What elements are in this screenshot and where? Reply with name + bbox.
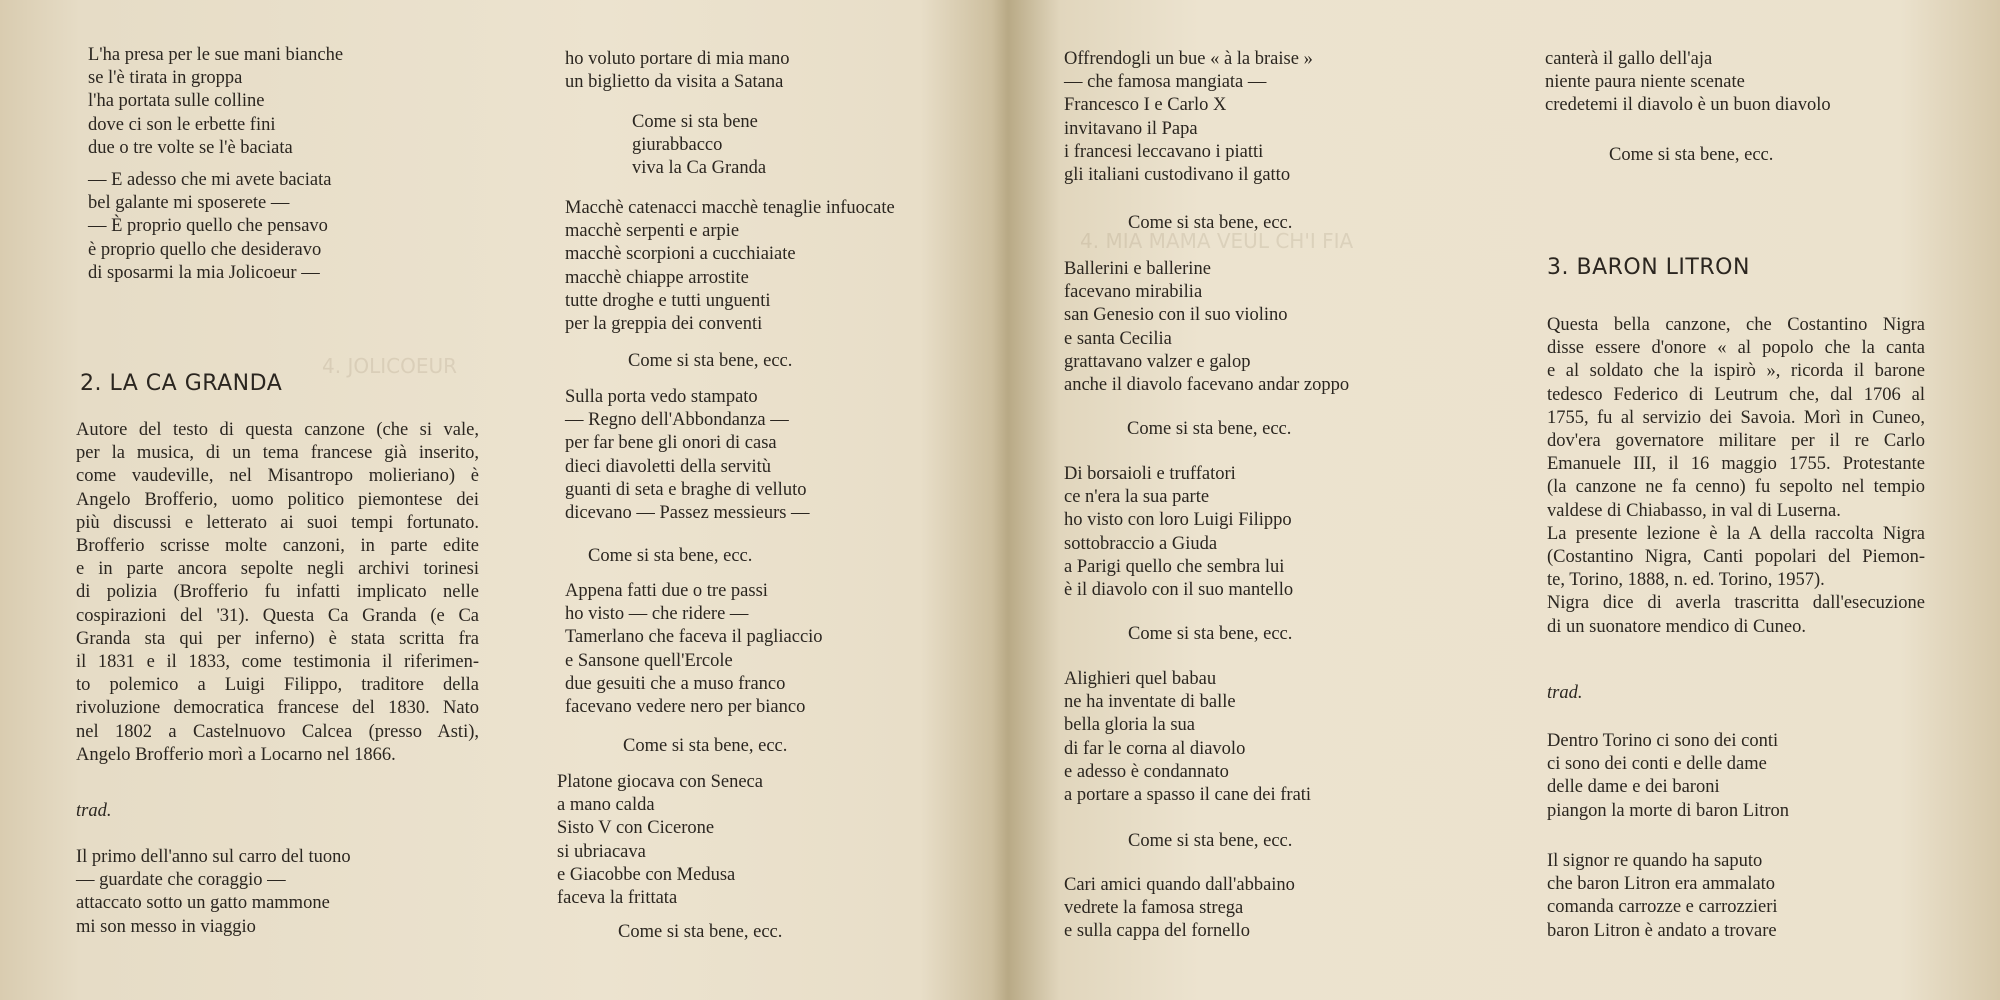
prose-line: te, Torino, 1888, n. ed. Torino, 1957). xyxy=(1547,570,1825,591)
verse-line: di far le corna al diavolo xyxy=(1064,738,1246,759)
show-through-heading-right: 4. MIA MAMA VEUL CH'I FIA xyxy=(1080,229,1354,253)
verse-line: faceva la frittata xyxy=(557,887,678,908)
verse-line: per la greppia dei conventi xyxy=(565,313,763,334)
refrain-line: Come si sta bene xyxy=(632,112,758,132)
verse-line: credetemi il diavolo è un buon diavolo xyxy=(1545,95,1831,116)
prose-line: tedesco Federico di Leutrum che, dal 1706 al xyxy=(1547,384,1925,405)
stanza xyxy=(565,580,823,719)
verse-line: ce n'era la sua parte xyxy=(1064,487,1210,508)
trad-label: trad. xyxy=(1547,683,1583,703)
prose-line: 1755, fu al servizio dei Savoia. Morì in Cuneo, xyxy=(1547,407,1925,428)
verse-line: grattavano valzer e galop xyxy=(1064,351,1251,372)
verse-line: due o tre volte se l'è baciata xyxy=(88,137,293,158)
trad-label: trad. xyxy=(76,801,112,821)
stanza xyxy=(565,197,895,336)
refrain: Come si sta bene, ecc. xyxy=(1609,145,1774,165)
verse-line: se l'è tirata in groppa xyxy=(88,68,243,89)
verse-line: — E adesso che mi avete baciata xyxy=(88,170,332,190)
prose-line: Granda sta qui per inferno) è stata scritta fra xyxy=(76,628,479,649)
verse-line: è il diavolo con il suo mantello xyxy=(1064,579,1294,600)
verse-line: attaccato sotto un gatto mammone xyxy=(76,893,330,914)
verse-line: due gesuiti che a muso franco xyxy=(565,673,786,694)
verse-line: i francesi leccavano i piatti xyxy=(1064,141,1264,162)
verse-line: Ballerini e ballerine xyxy=(1064,259,1211,279)
prose-line: La presente lezione è la A della raccolta Nigra xyxy=(1547,523,1925,544)
verse-line: l'ha portata sulle colline xyxy=(88,91,265,112)
refrain-line: giurabbacco xyxy=(632,135,723,156)
verse-line: facevano vedere nero per bianco xyxy=(565,696,806,717)
verse-line: e santa Cecilia xyxy=(1064,328,1172,349)
prose-line: (la canzone ne fa cenno) fu sepolto nel tempio xyxy=(1547,477,1925,498)
verse-line: invitavano il Papa xyxy=(1064,118,1198,139)
refrain xyxy=(632,111,766,181)
verse-line: tutte droghe e tutti unguenti xyxy=(565,290,771,311)
prose-line: per la musica, di un tema francese già inserito, xyxy=(76,443,479,464)
verse-line: Sulla porta vedo stampato xyxy=(565,387,758,407)
verse-line: piangon la morte di baron Litron xyxy=(1547,800,1789,821)
prose-line: di un suonatore mendico di Cuneo. xyxy=(1547,616,1806,637)
verse-line: e Sansone quell'Ercole xyxy=(565,650,733,671)
verse-line: si ubriacava xyxy=(557,841,646,862)
verse-line: L'ha presa per le sue mani bianche xyxy=(88,45,344,65)
refrain: Come si sta bene, ecc. xyxy=(1128,213,1293,233)
verse-line: niente paura niente scenate xyxy=(1545,72,1745,93)
refrain: Come si sta bene, ecc. xyxy=(618,922,783,942)
prose-line: dov'era governatore militare per il re Carlo xyxy=(1547,431,1925,452)
verse-line: Dentro Torino ci sono dei conti xyxy=(1547,731,1779,751)
refrain: Come si sta bene, ecc. xyxy=(1128,831,1293,851)
verse-line: Sisto V con Cicerone xyxy=(557,818,715,839)
refrain: Come si sta bene, ecc. xyxy=(1127,419,1292,439)
verse-line: — che famosa mangiata — xyxy=(1064,72,1267,93)
prose-line: nel 1802 a Castelnuovo Calcea (presso Asti), xyxy=(76,721,479,742)
show-through-heading-left: 4. JOLICOEUR xyxy=(322,354,457,378)
prose-line: e al soldato che la ispirò », ricorda il barone xyxy=(1547,361,1925,382)
verse-line: ci sono dei conti e delle dame xyxy=(1547,754,1767,775)
verse-line: baron Litron è andato a trovare xyxy=(1547,920,1777,941)
verse-line: dove ci son le erbette fini xyxy=(88,114,276,135)
prose-line: Emanuele III, il 16 maggio 1755. Protestante xyxy=(1547,454,1925,475)
verse-line: canterà il gallo dell'aja xyxy=(1545,49,1713,69)
verse-line: ho voluto portare di mia mano xyxy=(565,49,790,69)
stanza xyxy=(88,44,343,160)
prose-line: il 1831 e il 1833, come testimonia il riferimen- xyxy=(76,652,479,673)
prose-line: come vaudeville, nel Misantropo molieriano) è xyxy=(76,466,479,487)
prose-line: valdese di Chiabasso, in val di Luserna. xyxy=(1547,500,1841,521)
stanza xyxy=(1064,463,1293,602)
verse-line: — guardate che coraggio — xyxy=(76,870,286,891)
verse-line: anche il diavolo facevano andar zoppo xyxy=(1064,374,1350,395)
verse-line: e adesso è condannato xyxy=(1064,761,1229,782)
verse-line: dicevano — Passez messieurs — xyxy=(565,502,810,523)
prose-line: e in parte ancora sepolte negli archivi torinesi xyxy=(76,559,479,580)
prose-line: to polemico a Luigi Filippo, traditore della xyxy=(76,675,479,696)
verse-line: delle dame e dei baroni xyxy=(1547,777,1720,798)
verse-line: macchè scorpioni a cucchiaiate xyxy=(565,244,796,265)
verse-line: ho visto con loro Luigi Filippo xyxy=(1064,510,1292,531)
prose-line: (Costantino Nigra, Canti popolari del Piemon- xyxy=(1547,547,1925,568)
stanza xyxy=(1545,48,1831,118)
prose-line: Brofferio scrisse molte canzoni, in parte edite xyxy=(76,536,479,557)
verse-line: macchè serpenti e arpie xyxy=(565,221,740,242)
stanza xyxy=(88,169,331,285)
verse-line: Appena fatti due o tre passi xyxy=(565,581,768,601)
refrain-line: viva la Ca Granda xyxy=(632,158,767,179)
stanza xyxy=(557,771,763,910)
verse-line: un biglietto da visita a Satana xyxy=(565,72,784,93)
verse-line: sottobraccio a Giuda xyxy=(1064,533,1218,554)
verse-line: guanti di seta e braghe di velluto xyxy=(565,479,807,500)
verse-line: è proprio quello che desideravo xyxy=(88,239,322,260)
stanza xyxy=(565,48,790,94)
verse-line: dieci diavoletti della servitù xyxy=(565,456,772,477)
intro-paragraph xyxy=(1547,314,1925,639)
verse-line: Alighieri quel babau xyxy=(1064,669,1217,689)
verse-line: a Parigi quello che sembra lui xyxy=(1064,556,1285,577)
verse-line: Francesco I e Carlo X xyxy=(1064,95,1227,116)
verse-line: vedrete la famosa strega xyxy=(1064,898,1244,919)
verse-line: a portare a spasso il cane dei frati xyxy=(1064,784,1312,805)
verse-line: comanda carrozze e carrozzieri xyxy=(1547,897,1778,918)
verse-line: macchè chiappe arrostite xyxy=(565,267,749,288)
stanza xyxy=(1064,668,1311,807)
verse-line: Di borsaioli e truffatori xyxy=(1064,464,1236,484)
verse-line: — È proprio quello che pensavo xyxy=(88,216,328,237)
verse-line: e sulla cappa del fornello xyxy=(1064,921,1250,942)
intro-paragraph xyxy=(76,419,479,767)
section-heading: 2. LA CA GRANDA xyxy=(80,371,283,396)
verse-line: — Regno dell'Abbondanza — xyxy=(565,410,789,431)
verse-line: Tamerlano che faceva il pagliaccio xyxy=(565,627,823,648)
refrain: Come si sta bene, ecc. xyxy=(588,546,753,566)
verse-line: Macchè catenacci macchè tenaglie infuocate xyxy=(565,198,895,218)
verse-line: Il primo dell'anno sul carro del tuono xyxy=(76,847,351,867)
verse-line: Platone giocava con Seneca xyxy=(557,772,763,792)
verse-line: ne ha inventate di balle xyxy=(1064,692,1236,713)
stanza xyxy=(1547,730,1789,823)
prose-line: Nigra dice di averla trascritta dall'esecuzione xyxy=(1547,593,1925,614)
verse-line: gli italiani custodivano il gatto xyxy=(1064,164,1291,185)
prose-line: cospirazioni del '31). Questa Ca Granda (e Ca xyxy=(76,605,479,626)
verse-line: e Giacobbe con Medusa xyxy=(557,864,736,885)
verse-line: san Genesio con il suo violino xyxy=(1064,305,1288,326)
stanza xyxy=(1064,48,1313,187)
verse-line: Il signor re quando ha saputo xyxy=(1547,851,1763,871)
verse-line: a mano calda xyxy=(557,795,655,816)
prose-line: di polizia (Brofferio fu infatti implicato nelle xyxy=(76,582,479,603)
prose-line: disse essere d'onore « al popolo che la canta xyxy=(1547,338,1925,359)
verse-line: facevano mirabilia xyxy=(1064,282,1203,303)
verse-line: mi son messo in viaggio xyxy=(76,916,256,937)
verse-line: di sposarmi la mia Jolicoeur — xyxy=(88,262,320,283)
verse-line: Cari amici quando dall'abbaino xyxy=(1064,875,1295,895)
prose-line: Questa bella canzone, che Costantino Nigra xyxy=(1547,315,1925,335)
verse-line: che baron Litron era ammalato xyxy=(1547,874,1776,895)
prose-line: Angelo Brofferio morì a Locarno nel 1866. xyxy=(76,744,396,765)
refrain: Come si sta bene, ecc. xyxy=(623,736,788,756)
verse-line: ho visto — che ridere — xyxy=(565,604,749,625)
prose-line: più discussi e letterato ai suoi tempi fortunato. xyxy=(76,512,479,533)
stanza xyxy=(76,846,351,939)
verse-line: bella gloria la sua xyxy=(1064,715,1195,736)
refrain: Come si sta bene, ecc. xyxy=(1128,624,1293,644)
verse-line: Offrendogli un bue « à la braise » xyxy=(1064,49,1313,69)
section-heading: 3. BARON LITRON xyxy=(1547,255,1750,280)
prose-line: Autore del testo di questa canzone (che si vale, xyxy=(76,420,479,440)
stanza xyxy=(1064,874,1295,944)
prose-line: rivoluzione democratica francese del 1830. Nato xyxy=(76,698,479,719)
stanza xyxy=(565,386,810,525)
verse-line: bel galante mi sposerete — xyxy=(88,193,290,214)
refrain: Come si sta bene, ecc. xyxy=(628,351,793,371)
prose-line: Angelo Brofferio, uomo politico piemontese dei xyxy=(76,489,479,510)
verse-line: per far bene gli onori di casa xyxy=(565,433,777,454)
stanza xyxy=(1547,850,1778,943)
stanza xyxy=(1064,258,1349,397)
